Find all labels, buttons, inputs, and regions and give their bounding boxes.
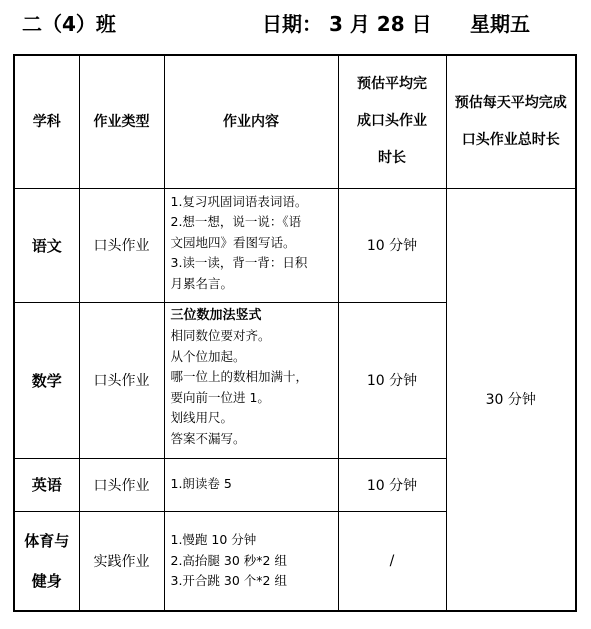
type-cell: 口头作业	[79, 188, 164, 302]
header-daily-total-line: 预估每天平均完成	[454, 94, 567, 111]
content-line: 1.复习巩固词语表词语。	[170, 193, 308, 209]
content-line: 2.想一想，说一说：《语	[170, 214, 302, 229]
header-avg-time-line: 时长	[378, 150, 406, 167]
header-avg-time-line: 成口头作业	[357, 113, 427, 130]
type-cell: 口头作业	[79, 302, 164, 458]
duration-cell: 10 分钟	[338, 302, 446, 458]
duration-cell: 10 分钟	[338, 458, 446, 511]
subject-cell: 语文	[14, 188, 79, 302]
content-line: 文园地四》看图写话。	[170, 234, 296, 250]
subject-cell: 英语	[14, 458, 79, 511]
content-line: 月累名言。	[170, 275, 234, 291]
header-subject: 学科	[14, 55, 79, 188]
header-type: 作业类型	[79, 55, 164, 188]
content-line: 答案不漏写。	[170, 430, 246, 446]
header-avg-time-line: 预估平均完	[357, 76, 427, 93]
content-line: 1.朗读卷 5	[170, 476, 232, 492]
content-line: 从个位加起。	[170, 348, 246, 364]
subject-cell: 数学	[14, 302, 79, 458]
content-cell	[164, 302, 338, 458]
content-line: 要向前一位进 1。	[170, 389, 270, 405]
header-content: 作业内容	[164, 55, 338, 188]
content-line: 相同数位要对齐。	[170, 328, 271, 343]
weekday-label: 星期五	[470, 12, 530, 36]
subject-line: 体育与	[24, 531, 70, 550]
content-cell	[164, 188, 338, 302]
content-line: 2.高抬腿 30 秒*2 组	[170, 552, 287, 568]
content-line: 哪一位上的数相加满十，	[170, 369, 309, 384]
duration-cell: /	[338, 511, 446, 611]
class-name: 二（4）班	[22, 12, 116, 36]
header-daily-total-line: 口头作业总时长	[461, 131, 560, 148]
date-label: 日期： 3 月 28 日	[262, 12, 432, 36]
subject-cell	[14, 511, 79, 611]
header-daily-total	[446, 55, 576, 188]
content-line: 划线用尺。	[170, 410, 234, 425]
content-cell	[164, 511, 338, 611]
page-header	[0, 8, 591, 38]
content-line: 3.读一读，背一背：日积	[170, 255, 308, 270]
content-cell	[164, 458, 338, 511]
content-title: 三位数加法竖式	[170, 307, 262, 323]
table-row	[14, 188, 576, 302]
type-cell: 口头作业	[79, 458, 164, 511]
homework-table	[13, 54, 577, 612]
duration-cell: 10 分钟	[338, 188, 446, 302]
content-line: 1.慢跑 10 分钟	[170, 532, 257, 547]
daily-total-cell: 30 分钟	[446, 188, 576, 611]
table-header-row	[14, 55, 576, 188]
subject-line: 健身	[31, 571, 62, 590]
type-cell: 实践作业	[79, 511, 164, 611]
header-avg-time	[338, 55, 446, 188]
content-line: 3.开合跳 30 个*2 组	[170, 573, 287, 588]
